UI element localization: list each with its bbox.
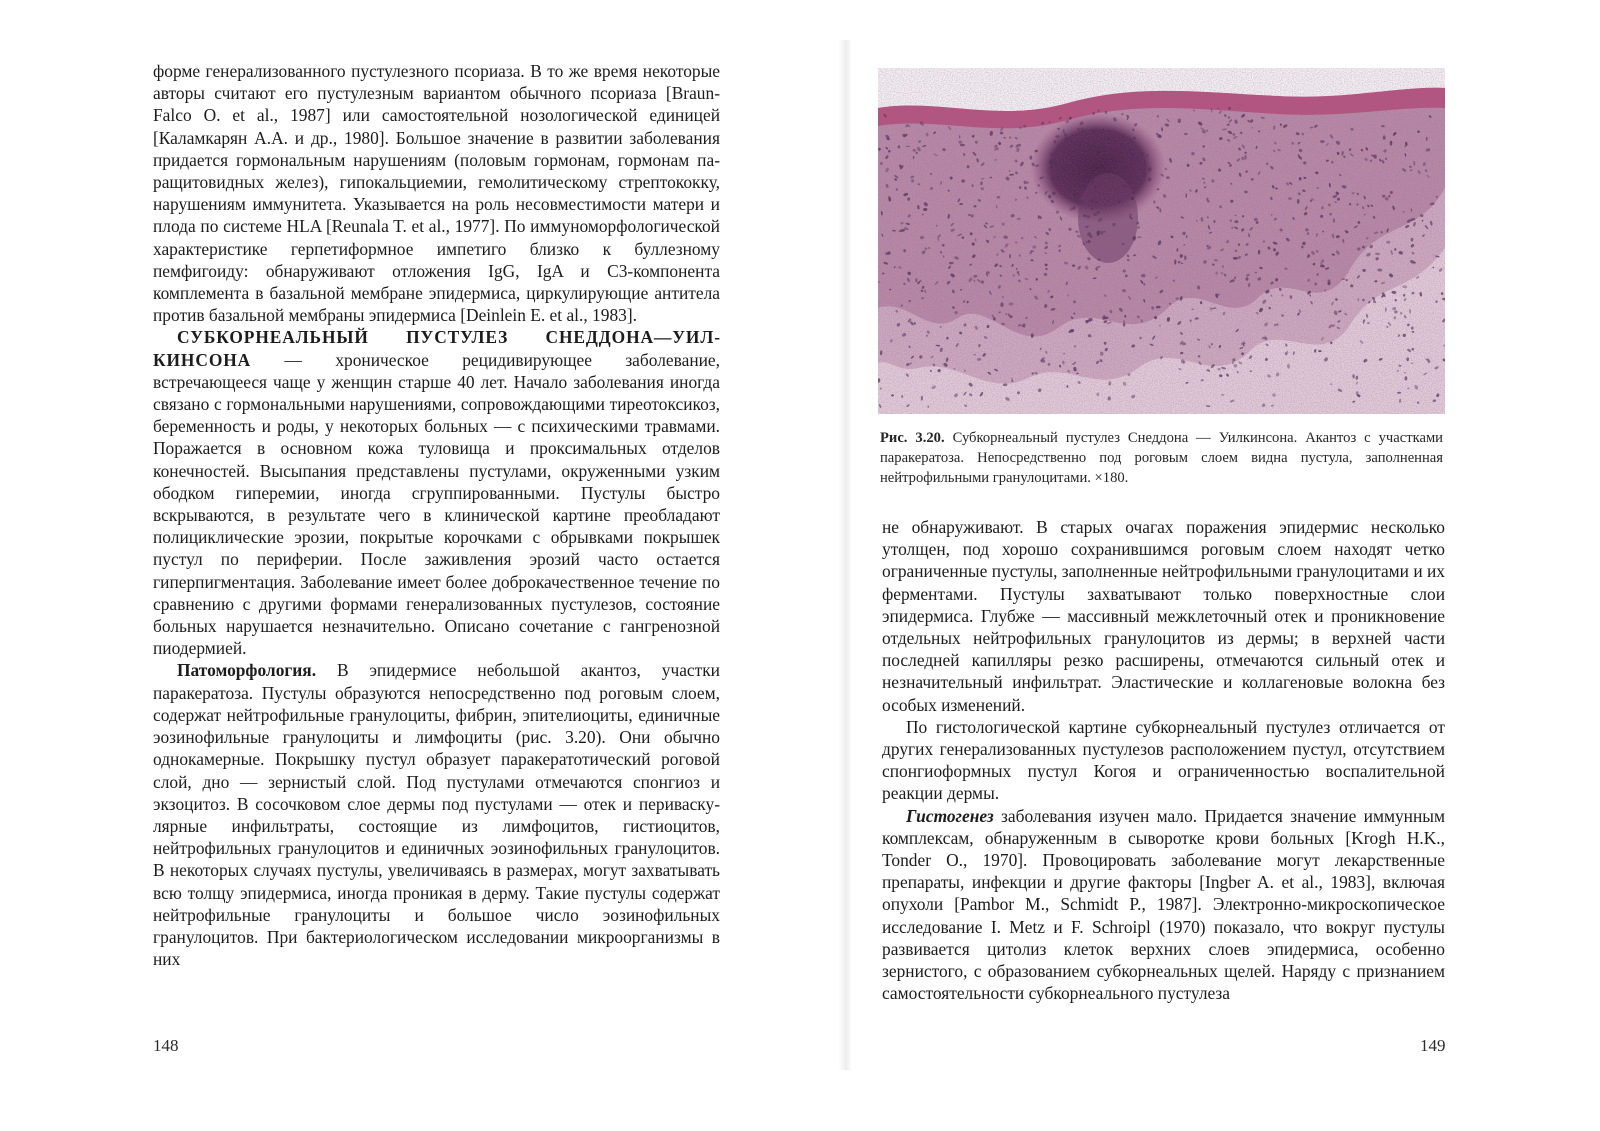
right-page-text-column: [882, 516, 1445, 1004]
paragraph-body: заболевания изучен мало. Придается значение иммунным комплексам, обнаруженным в сыворотке крови больных [Krogh H.K., Tonder O., 1970]. Провоцировать заболевание могут лекарственные препараты, инфекции и другие факторы [Ingber A. et al., 1983], включая опухоли [Pambor M., Schmidt P., 1987]. Электронно-микроскопическое исследование I. Metz и F. Schroipl (1970) показало, что вокруг пустулы развивается цитолиз клеток верхних слоев эпидермиса, особенно зернистого, с образованием субкорнеальных щелей. Наряду с признанием самостоятельности субкорнеального пустулеза: [882, 805, 1445, 1004]
figure-caption-text: Субкорнеальный пустулез Снеддона — Уилкинсона. Акантоз с участками паракератоза. Непосредственно под роговым слоем видна пустула, заполненная нейтрофильными гранулоцитами. ×180.: [880, 430, 1443, 486]
book-gutter: [838, 40, 852, 1070]
run-in-heading: Патоморфология.: [177, 660, 317, 681]
paragraph: [882, 805, 1445, 1005]
paragraph-body: В эпидермисе небольшой акантоз, участки паракератоза. Пустулы образуются непосредственно под роговым слоем, содержат нейтрофильные гранулоциты, фибрин, эпителиоциты, единичные эозинофильные гранулоциты и лимфоциты (рис. 3.20). Они обычно однокамерные. Покрышку пустул образует паракератотический роговой слой, дно — зернистый слой. Под пустулами отмечаются спонгиоз и экзоцитоз. В сосочковом слое дермы под пустулами — отек и периваскулярные инфильтраты, состоящие из лимфоцитов, гистиоцитов, нейтрофильных гранулоцитов и единичных эозинофильных гранулоцитов. В некоторых случаях пустулы, увеличиваясь в размерах, могут захватывать всю толщу эпидермиса, иногда проникая в дерму. Такие пустулы содержат нейтрофильные гранулоциты и большое число эозинофильных гранулоцитов. При бактериологическом исследовании микроорганизмы в них: [153, 660, 720, 970]
figure-label: Рис. 3.20.: [880, 430, 945, 446]
section-heading: СУБКОРНЕАЛЬНЫЙ ПУСТУЛЕЗ СНЕДДОНА—УИЛКИНСОНА: [153, 327, 720, 370]
page-number: 148: [153, 1036, 179, 1055]
histology-photo: [878, 68, 1445, 414]
page-number: 149: [1420, 1036, 1446, 1055]
paragraph: По гистологической картине субкорнеальный пустулез отличается от других генерализованных пустулезов расположением пустул, отсутствием спонгиоформных пустул Когоя и ограниченностью воспалительной реакции дермы.: [882, 716, 1445, 804]
paragraph: [153, 326, 720, 659]
figure-caption: [880, 428, 1443, 488]
paragraph: не обнаруживают. В старых очагах поражения эпидермис несколько утолщен, под хорошо сохранившимся роговым слоем находят четко ограниченные пустулы, заполненные нейтрофильными гранулоцитами и их ферментами. Пустулы захватывают только поверхностные слои эпидермиса. Глубже — массивный межклеточный отек и проникновение отдельных нейтрофильных гранулоцитов из дермы; в верхней части последней капилляры резко расширены, отмечаются сильный отек и незначительный инфильтрат. Эластические и коллагеновые волокна без особых изменений.: [882, 517, 1445, 715]
histology-figure: [878, 68, 1445, 414]
paragraph: [153, 659, 720, 970]
run-in-heading: Гистогенез: [906, 805, 994, 826]
left-page-text-column: [153, 60, 720, 970]
right-page: [860, 0, 1600, 1131]
paragraph-body: — хроническое рецидивирующее заболевание, встречающееся чаще у женщин старше 40 лет. Начало заболевания иногда связано с гормональными нарушениями, сопровождающими тиреотоксикоз, беременность и роды, у некоторых больных — с психическими травмами. Поражается в основном кожа туловища и проксимальных отделов конечностей. Высыпания представлены пустулами, окруженными узким ободком гиперемии, иногда сгруппированными. Пустулы быстро вскрываются, в результате чего в клинической картине преобладают полициклические эрозии, покрытые корочками с обрывками покрышек пустул по периферии. После заживления эрозий часто остается гиперпигментация. Заболевание имеет более доброкачественное течение по сравнению с другими формами генерализованных пустулезов, состояние больных нарушается незначительно. Описано сочетание с гангренозной пиодермией.: [153, 349, 720, 659]
paragraph: форме генерализованного пустулезного псориаза. В то же время некоторые авторы считают его пустулезным вариантом обычного псориаза [Braun-Falco O. et al., 1987] или самостоятельной нозологической единицей [Каламкарян А.А. и др., 1980]. Большое значение в развитии заболевания придается гормональным нарушениям (половым гормонам, гормонам паращитовидных желез), гипокальциемии, гемолитическому стрептококку, нарушениям иммунитета. Указывается на роль несовместимости матери и плода по системе HLA [Reunala T. et al., 1977]. По иммуноморфологической характеристике герпетиформное импетиго близко к буллезному пемфигоиду: обнаруживают отложения IgG, IgA и С3-компонента комплемента в базальной мембране эпидермиса, циркулирующие антитела против базальной мембраны эпидермиса [Deinlein E. et al., 1983].: [153, 61, 720, 326]
